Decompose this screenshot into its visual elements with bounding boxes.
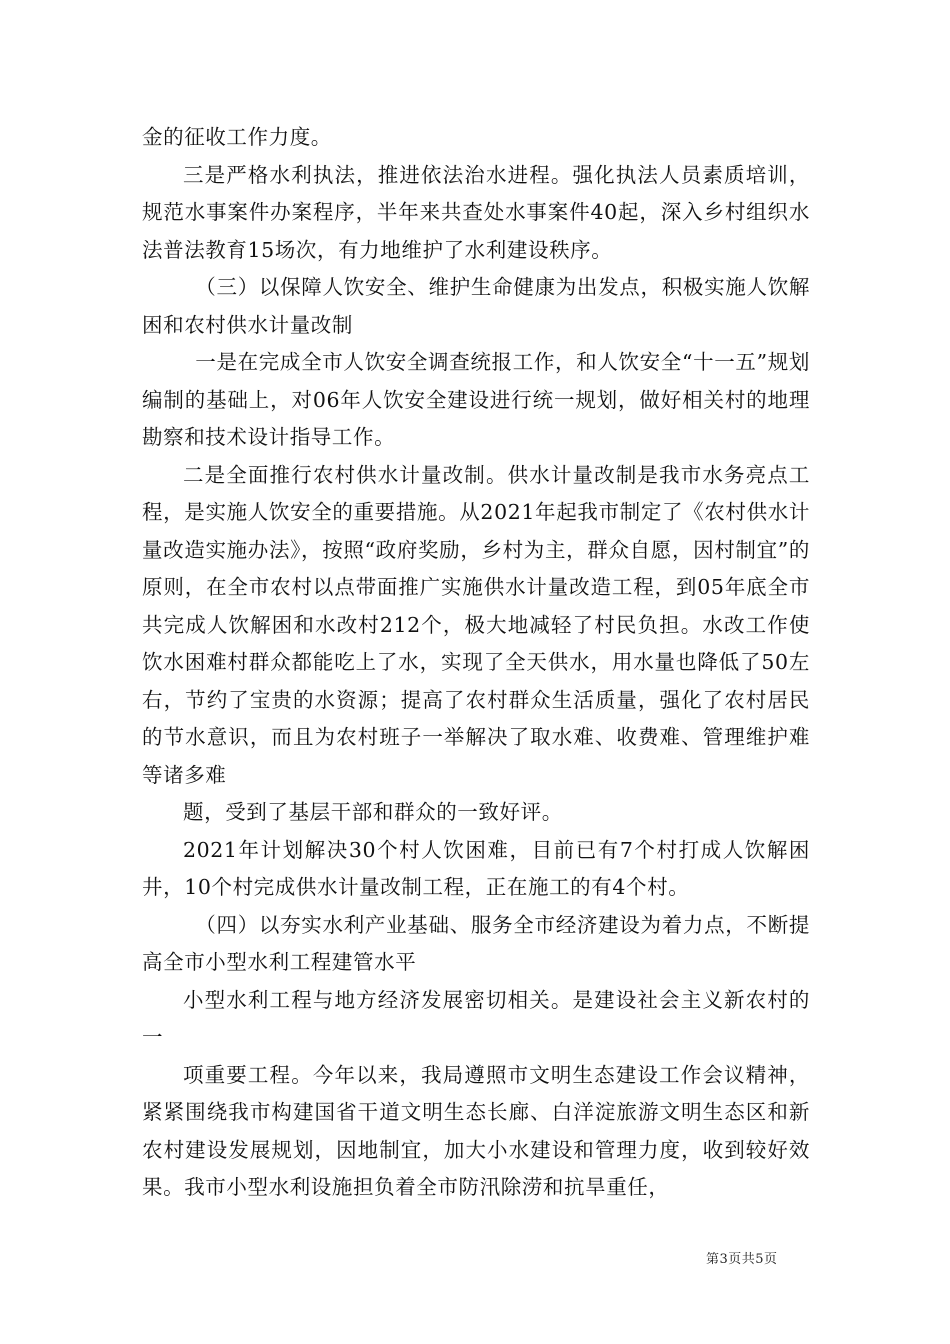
paragraph-5: 二是全面推行农村供水计量改制。供水计量改制是我市水务亮点工程，是实施人饮安全的重要措施。从2021年起我市制定了《农村供水计量改造实施办法》，按照“政府奖励，乡村为主，群众自愿，因村制宜”的原则，在全市农村以点带面推广实施供水计量改造工程，到05年底全市共完成人饮解困和水改村212个，极大地减轻了村民负担。水改工作使饮水困难村群众都能吃上了水，实现了全天供水，用水量也降低了50左右，节约了宝贵的水资源；提高了农村群众生活质量，强化了农村居民的节水意识，而且为农村班子一举解决了取水难、收费难、管理维护难等诸多难: [142, 462, 810, 787]
paragraph-6: 题，受到了基层干部和群众的一致好评。: [183, 800, 563, 824]
section-heading-3: （三）以保障人饮安全、维护生命健康为出发点，积极实施人饮解困和农村供水计量改制: [142, 275, 810, 337]
paragraph-7: 2021年计划解决30个村人饮困难，目前已有7个村打成人饮解困井，10个村完成供水计量改制工程，正在施工的有4个村。: [142, 837, 810, 899]
paragraph-1: 金的征收工作力度。: [142, 125, 332, 149]
paragraph-10: 项重要工程。今年以来，我局遵照市文明生态建设工作会议精神，紧紧围绕我市构建国省干道文明生态长廊、白洋淀旅游文明生态区和新农村建设发展规划，因地制宜，加大小水建设和管理力度，收到较好效果。我市小型水利设施担负着全市防汛除涝和抗旱重任，: [142, 1062, 810, 1199]
page-number: 第3页共5页: [706, 1252, 778, 1267]
paragraph-4: 一是在完成全市人饮安全调查统报工作，和人饮安全“十一五”规划编制的基础上，对06年人饮安全建设进行统一规划，做好相关村的地理勘察和技术设计指导工作。: [142, 350, 810, 449]
section-heading-4: （四）以夯实水利产业基础、服务全市经济建设为着力点，不断提高全市小型水利工程建管水平: [142, 912, 810, 974]
paragraph-9: 小型水利工程与地方经济发展密切相关。是建设社会主义新农村的一: [142, 987, 810, 1049]
document-body: [142, 119, 810, 1207]
paragraph-2: 三是严格水利执法，推进依法治水进程。强化执法人员素质培训，规范水事案件办案程序，半年来共查处水事案件40起，深入乡村组织水法普法教育15场次，有力地维护了水利建设秩序。: [142, 162, 810, 262]
